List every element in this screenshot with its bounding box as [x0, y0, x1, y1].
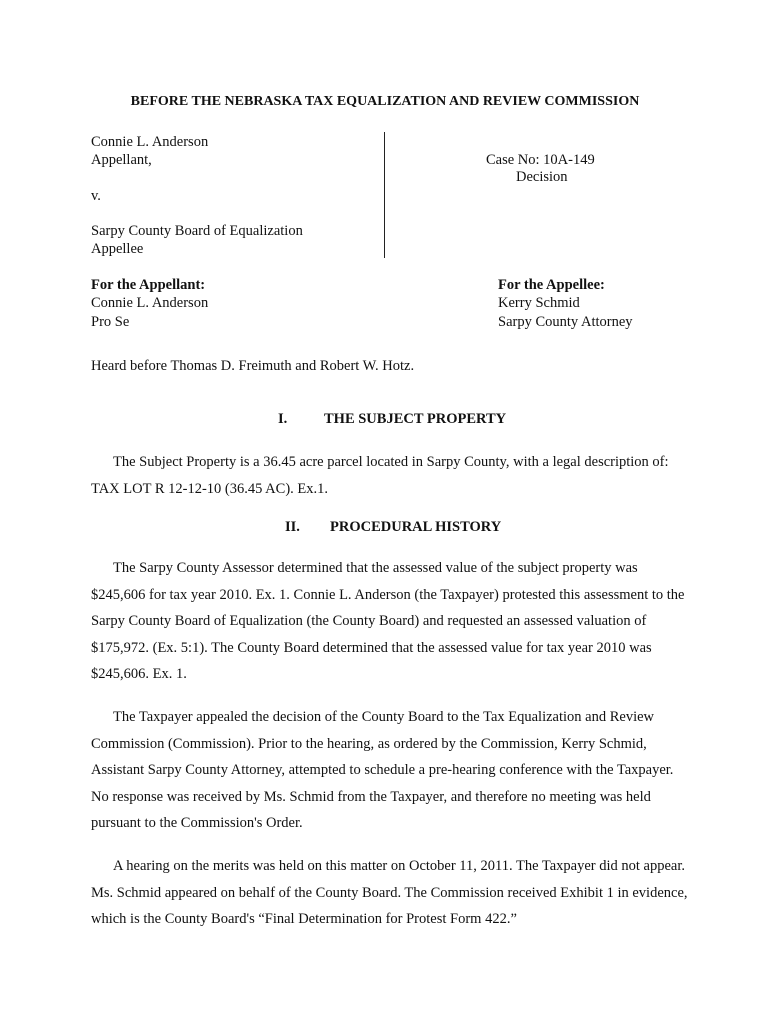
- section-1-heading: THE SUBJECT PROPERTY: [324, 411, 507, 427]
- section-2-paragraph: The Sarpy County Assessor determined that the assessed value of the subject property was $245,606 for tax year 2010. Ex. 1. Connie L. Anderson (the Taxpayer) protested this assessment to the Sarpy County Board of Equalization (the County Board) and requested an assessed valuation of $175,972. (Ex. 5:1). The County Board determined that the assessed value for tax year 2010 was $245,606. Ex. 1.: [91, 560, 685, 682]
- case-type: Decision: [516, 169, 568, 185]
- appellant-counsel-heading: For the Appellant:: [91, 277, 206, 293]
- caption-appellant-name: Connie L. Anderson: [91, 134, 209, 150]
- caption-divider: [384, 132, 385, 258]
- appellee-counsel-heading: For the Appellee:: [498, 277, 605, 293]
- caption-appellee-role: Appellee: [91, 241, 144, 257]
- appellant-counsel-name: Connie L. Anderson: [91, 295, 209, 311]
- appellant-counsel-detail: Pro Se: [91, 314, 130, 330]
- caption-versus: v.: [91, 188, 101, 204]
- appellee-counsel-name: Kerry Schmid: [498, 295, 580, 311]
- heard-before: Heard before Thomas D. Freimuth and Robert W. Hotz.: [91, 358, 415, 374]
- document-title: BEFORE THE NEBRASKA TAX EQUALIZATION AND REVIEW COMMISSION: [130, 94, 640, 109]
- section-2-heading: PROCEDURAL HISTORY: [330, 519, 502, 535]
- section-1-numeral: I.: [278, 411, 288, 427]
- section-2-paragraph: A hearing on the merits was held on this matter on October 11, 2011. The Taxpayer did not appear. Ms. Schmid appeared on behalf of the County Board. The Commission received Exhibit 1 in evidence, which is the County Board's “Final Determination for Protest Form 422.”: [91, 858, 688, 927]
- caption-appellant-role: Appellant,: [91, 152, 152, 168]
- caption-appellee-name: Sarpy County Board of Equalization: [91, 223, 303, 239]
- section-1-paragraph: The Subject Property is a 36.45 acre parcel located in Sarpy County, with a legal description of: TAX LOT R 12-12-10 (36.45 AC). Ex.1.: [91, 454, 669, 497]
- appellee-counsel-detail: Sarpy County Attorney: [498, 314, 633, 330]
- case-number: Case No: 10A-149: [486, 152, 595, 168]
- section-2-numeral: II.: [285, 519, 300, 535]
- section-2-paragraph: The Taxpayer appealed the decision of the County Board to the Tax Equalization and Review Commission (Commission). Prior to the hearing, as ordered by the Commission, Kerry Schmid, Assistant Sarpy County Attorney, attempted to schedule a pre-hearing conference with the Taxpayer. No response was received by Ms. Schmid from the Taxpayer, and therefore no meeting was held pursuant to the Commission's Order.: [91, 709, 674, 831]
